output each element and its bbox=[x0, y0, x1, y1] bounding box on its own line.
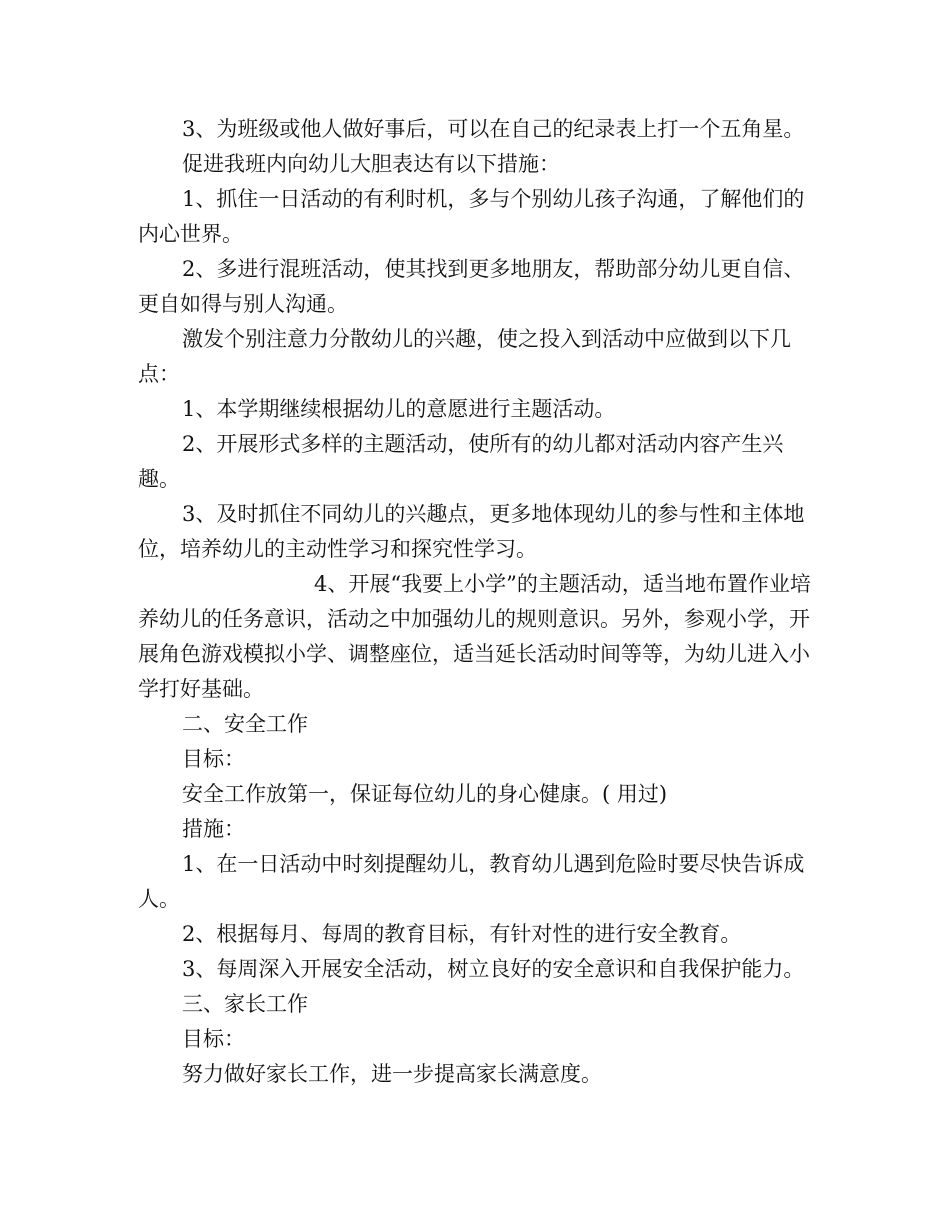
document-body bbox=[138, 112, 814, 1092]
safety-measure-2: 2、根据每月、每周的教育目标，有针对性的进行安全教育。 bbox=[182, 922, 742, 946]
paragraph-interest-point-2: 2、开展形式多样的主题活动，使所有的幼儿都对活动内容产生兴趣。 bbox=[138, 432, 784, 491]
safety-goal-text: 安全工作放第一，保证每位幼儿的身心健康。( 用过) bbox=[182, 782, 668, 806]
parents-goal-text: 努力做好家长工作，进一步提高家长满意度。 bbox=[182, 1062, 602, 1086]
safety-measures-label: 措施： bbox=[182, 817, 245, 841]
paragraph-star-record: 3、为班级或他人做好事后，可以在自己的纪录表上打一个五角星。 bbox=[182, 117, 805, 141]
paragraph-interest-point-3: 3、及时抓住不同幼儿的兴趣点，更多地体现幼儿的参与性和主体地位，培养幼儿的主动性学习和探究性学习。 bbox=[138, 502, 805, 561]
safety-measure-3: 3、每周深入开展安全活动，树立良好的安全意识和自我保护能力。 bbox=[182, 957, 805, 981]
safety-goal-label: 目标： bbox=[182, 747, 245, 771]
section-heading-safety: 二、安全工作 bbox=[182, 712, 308, 736]
paragraph-introvert-measures-heading: 促进我班内向幼儿大胆表达有以下措施： bbox=[182, 152, 560, 176]
paragraph-interest-point-4: 4、开展“我要上小学”的主题活动，适当地布置作业培养幼儿的任务意识，活动之中加强幼儿的规则意识。另外，参观小学，开展角色游戏模拟小学、调整座位，适当延长活动时间等等，为幼儿进入小学打好基础。 bbox=[138, 572, 811, 701]
parents-goal-label: 目标： bbox=[182, 1027, 245, 1051]
paragraph-interest-point-1: 1、本学期继续根据幼儿的意愿进行主题活动。 bbox=[182, 397, 616, 421]
section-heading-parents: 三、家长工作 bbox=[182, 992, 308, 1016]
paragraph-interest-heading: 激发个别注意力分散幼儿的兴趣，使之投入到活动中应做到以下几点： bbox=[138, 327, 791, 386]
paragraph-introvert-measure-2: 2、多进行混班活动，使其找到更多地朋友，帮助部分幼儿更自信、更自如得与别人沟通。 bbox=[138, 257, 805, 316]
safety-measure-1: 1、在一日活动中时刻提醒幼儿，教育幼儿遇到危险时要尽快告诉成人。 bbox=[138, 852, 805, 911]
paragraph-introvert-measure-1: 1、抓住一日活动的有利时机，多与个别幼儿孩子沟通，了解他们的内心世界。 bbox=[138, 187, 805, 246]
